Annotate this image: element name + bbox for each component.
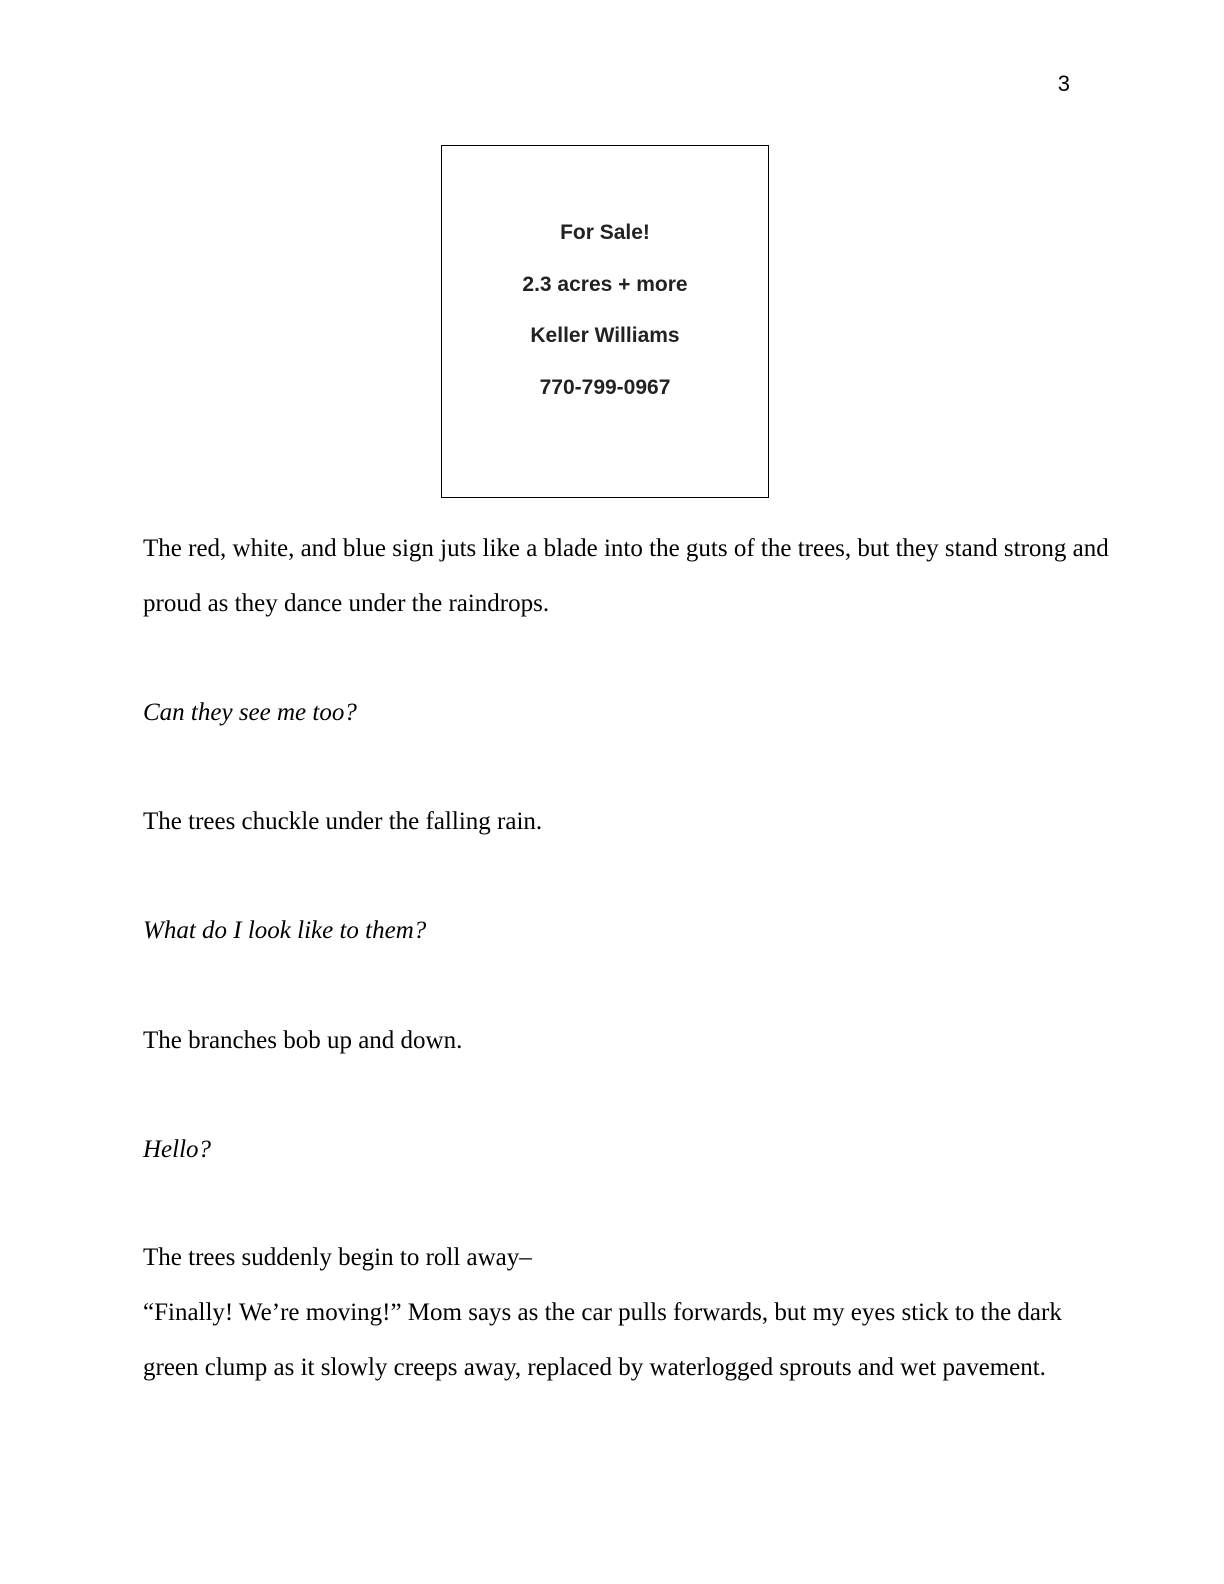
paragraph-line: What do I look like to them?	[143, 917, 427, 944]
paragraph-thought-see-me	[143, 685, 1083, 740]
paragraph-line: green clump as it slowly creeps away, replaced by waterlogged sprouts and wet pavement.	[143, 1354, 1046, 1381]
paragraph-line: The red, white, and blue sign juts like a blade into the guts of the trees, but they stand strong and	[143, 535, 1109, 562]
paragraph-line: “Finally! We’re moving!” Mom says as the car pulls forwards, but my eyes stick to the dark	[143, 1299, 1062, 1326]
paragraph-branches-bob	[143, 1013, 1083, 1068]
for-sale-sign	[441, 145, 769, 498]
paragraph-line: The trees chuckle under the falling rain.	[143, 808, 543, 835]
paragraph-line: The trees suddenly begin to roll away–	[143, 1244, 532, 1271]
paragraph-trees-chuckle	[143, 794, 1083, 849]
sign-line-acreage: 2.3 acres + more	[522, 273, 688, 296]
sign-line-phone: 770-799-0967	[539, 376, 671, 399]
paragraph-thought-hello	[143, 1122, 1083, 1177]
paragraph-line: Can they see me too?	[143, 699, 357, 726]
paragraph-line: Hello?	[143, 1136, 212, 1163]
paragraph-mom-moving	[143, 1285, 1083, 1395]
sign-line-title: For Sale!	[560, 221, 650, 244]
paragraph-thought-look-like	[143, 903, 1083, 958]
sign-line-agency: Keller Williams	[530, 324, 680, 347]
paragraph-trees-roll-away	[143, 1230, 1083, 1285]
paragraph-sign-description	[143, 521, 1109, 631]
page-number: 3	[1057, 71, 1070, 96]
paragraph-line: proud as they dance under the raindrops.	[143, 590, 550, 617]
paragraph-line: The branches bob up and down.	[143, 1027, 463, 1054]
